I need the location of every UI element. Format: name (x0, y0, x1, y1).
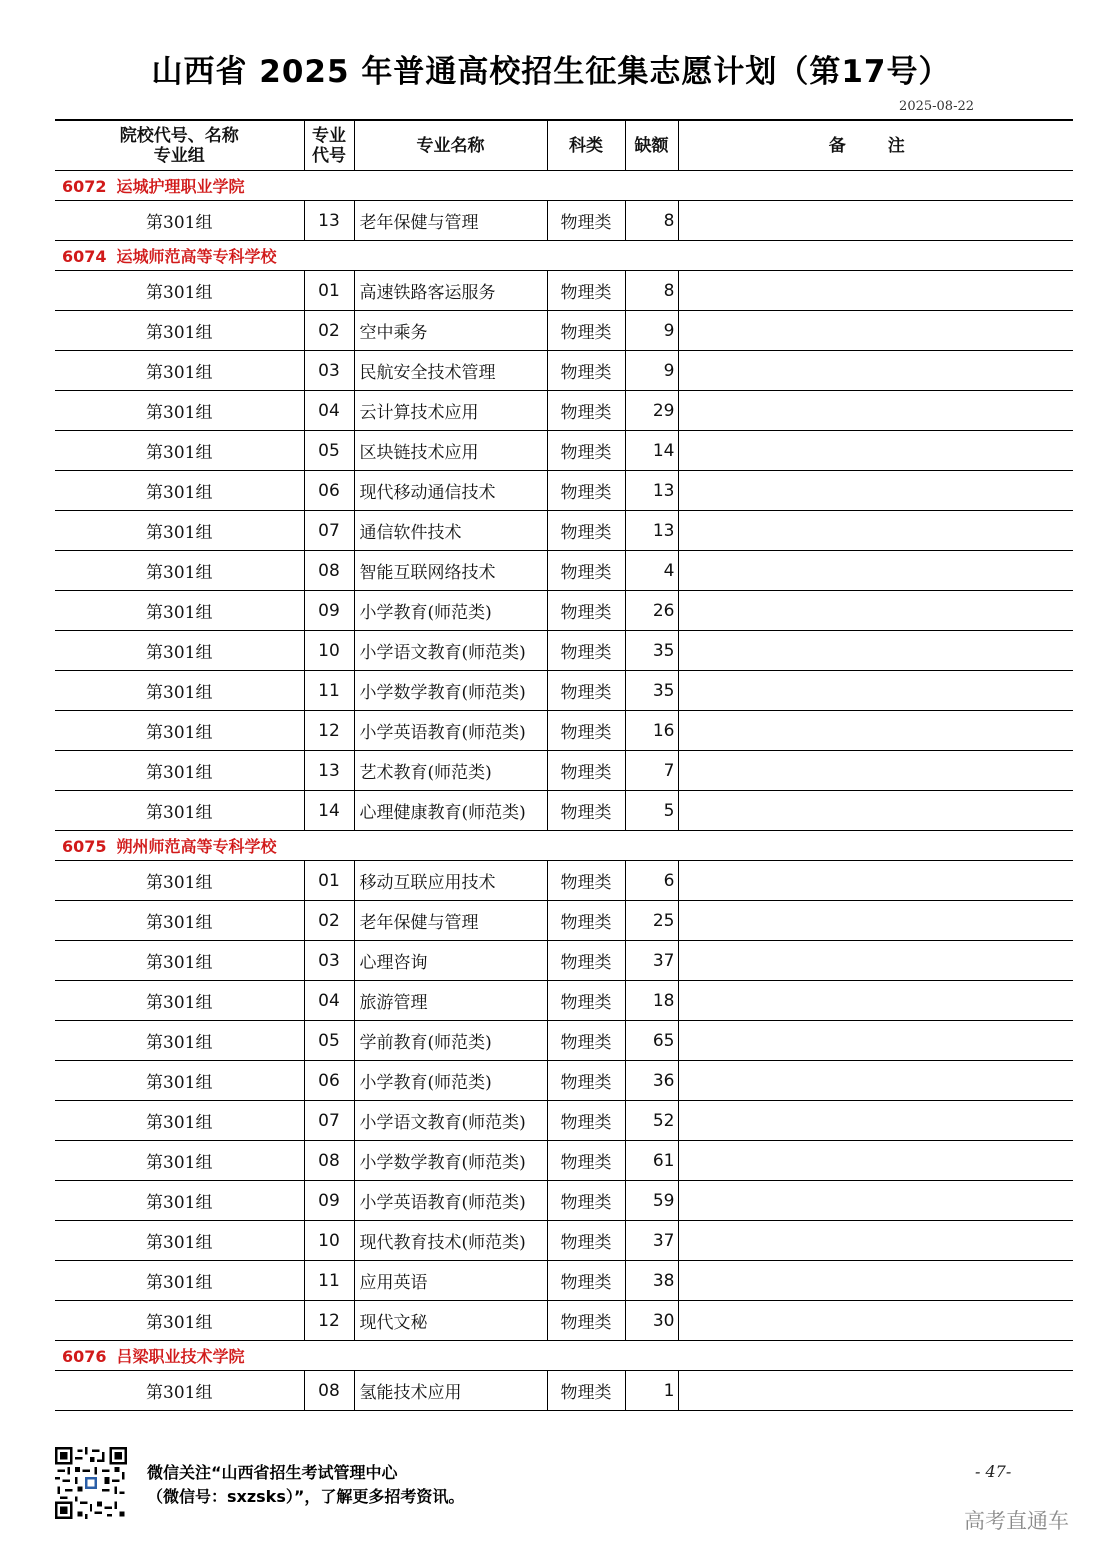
major-code-cell: 07 (304, 1101, 354, 1141)
remark-cell (678, 551, 1073, 591)
table-row (55, 1261, 1073, 1301)
remark-cell (678, 901, 1073, 941)
category-cell: 物理类 (547, 981, 625, 1021)
major-code-cell: 08 (304, 1371, 354, 1411)
remark-cell (678, 1141, 1073, 1181)
school-header-row (55, 241, 1073, 271)
remark-cell (678, 1221, 1073, 1261)
major-code-cell: 10 (304, 631, 354, 671)
remark-cell (678, 271, 1073, 311)
category-cell: 物理类 (547, 311, 625, 351)
remark-cell (678, 591, 1073, 631)
major-code-cell: 04 (304, 391, 354, 431)
header-major-name: 专业名称 (354, 120, 547, 171)
category-cell: 物理类 (547, 1021, 625, 1061)
group-cell: 第301组 (55, 671, 304, 711)
major-code-cell: 05 (304, 431, 354, 471)
major-name-cell: 老年保健与管理 (354, 901, 547, 941)
major-name-cell: 移动互联应用技术 (354, 861, 547, 901)
page-number: - 47- (975, 1462, 1012, 1481)
major-name-cell: 空中乘务 (354, 311, 547, 351)
major-code-cell: 03 (304, 941, 354, 981)
header-remark (678, 120, 1073, 171)
vacancy-cell: 16 (625, 711, 678, 751)
remark-cell (678, 1261, 1073, 1301)
category-cell: 物理类 (547, 1301, 625, 1341)
remark-cell (678, 1061, 1073, 1101)
table-row (55, 631, 1073, 671)
school-header-row (55, 1341, 1073, 1371)
group-cell: 第301组 (55, 511, 304, 551)
vacancy-cell: 8 (625, 271, 678, 311)
table-row (55, 941, 1073, 981)
category-cell: 物理类 (547, 1371, 625, 1411)
major-code-cell: 04 (304, 981, 354, 1021)
major-name-cell: 小学语文教育(师范类) (354, 631, 547, 671)
major-name-cell: 民航安全技术管理 (354, 351, 547, 391)
group-cell: 第301组 (55, 551, 304, 591)
major-name-cell: 艺术教育(师范类) (354, 751, 547, 791)
watermark: 高考直通车 (964, 1509, 1069, 1533)
vacancy-cell: 26 (625, 591, 678, 631)
group-cell: 第301组 (55, 901, 304, 941)
major-name-cell: 氢能技术应用 (354, 1371, 547, 1411)
group-cell: 第301组 (55, 271, 304, 311)
school-code: 6076 (62, 1347, 107, 1366)
major-name-cell: 小学英语教育(师范类) (354, 711, 547, 751)
major-name-cell: 应用英语 (354, 1261, 547, 1301)
major-name-cell: 高速铁路客运服务 (354, 271, 547, 311)
category-cell: 物理类 (547, 391, 625, 431)
vacancy-cell: 25 (625, 901, 678, 941)
remark-cell (678, 311, 1073, 351)
table-row (55, 1371, 1073, 1411)
remark-cell (678, 1101, 1073, 1141)
major-code-cell: 13 (304, 751, 354, 791)
major-code-cell: 02 (304, 901, 354, 941)
table-row (55, 1221, 1073, 1261)
major-code-cell: 02 (304, 311, 354, 351)
major-code-cell: 05 (304, 1021, 354, 1061)
remark-cell (678, 711, 1073, 751)
remark-cell (678, 1181, 1073, 1221)
header-remark-label: 备 注 (828, 135, 923, 156)
major-name-cell: 现代教育技术(师范类) (354, 1221, 547, 1261)
table-row (55, 861, 1073, 901)
table-row (55, 1181, 1073, 1221)
header-code-line1: 专业 (312, 125, 346, 146)
remark-cell (678, 671, 1073, 711)
table-row (55, 351, 1073, 391)
category-cell: 物理类 (547, 201, 625, 241)
group-cell: 第301组 (55, 431, 304, 471)
major-code-cell: 01 (304, 271, 354, 311)
header-major-code (304, 120, 354, 171)
header-code-line2: 代号 (312, 145, 346, 166)
group-cell: 第301组 (55, 1021, 304, 1061)
table-row (55, 1101, 1073, 1141)
category-cell: 物理类 (547, 631, 625, 671)
table-row (55, 551, 1073, 591)
table-row (55, 511, 1073, 551)
category-cell: 物理类 (547, 711, 625, 751)
major-code-cell: 12 (304, 1301, 354, 1341)
vacancy-cell: 13 (625, 511, 678, 551)
major-code-cell: 11 (304, 671, 354, 711)
category-cell: 物理类 (547, 1101, 625, 1141)
vacancy-cell: 30 (625, 1301, 678, 1341)
school-header-cell (55, 831, 1073, 861)
school-name: 运城护理职业学院 (116, 177, 245, 196)
school-header-row (55, 171, 1073, 201)
major-name-cell: 小学教育(师范类) (354, 591, 547, 631)
footer-wechat-note (147, 1461, 464, 1509)
vacancy-cell: 29 (625, 391, 678, 431)
group-cell: 第301组 (55, 631, 304, 671)
vacancy-cell: 35 (625, 671, 678, 711)
group-cell: 第301组 (55, 941, 304, 981)
category-cell: 物理类 (547, 901, 625, 941)
table-row (55, 981, 1073, 1021)
table-row (55, 791, 1073, 831)
footer-line2: （微信号：sxzsks）”，了解更多招考资讯。 (147, 1487, 465, 1506)
school-code: 6075 (62, 837, 107, 856)
enrollment-plan-table (55, 119, 1073, 1411)
remark-cell (678, 631, 1073, 671)
table-row (55, 1061, 1073, 1101)
group-cell: 第301组 (55, 751, 304, 791)
header-school-group (55, 120, 304, 171)
school-code: 6072 (62, 177, 107, 196)
vacancy-cell: 5 (625, 791, 678, 831)
major-code-cell: 09 (304, 1181, 354, 1221)
major-code-cell: 06 (304, 471, 354, 511)
school-name: 吕梁职业技术学院 (116, 1347, 245, 1366)
school-name: 运城师范高等专科学校 (116, 247, 277, 266)
school-header-cell (55, 241, 1073, 271)
major-name-cell: 区块链技术应用 (354, 431, 547, 471)
category-cell: 物理类 (547, 751, 625, 791)
group-cell: 第301组 (55, 1301, 304, 1341)
major-code-cell: 13 (304, 201, 354, 241)
category-cell: 物理类 (547, 471, 625, 511)
remark-cell (678, 1301, 1073, 1341)
major-name-cell: 心理咨询 (354, 941, 547, 981)
header-vacancy: 缺额 (625, 120, 678, 171)
remark-cell (678, 391, 1073, 431)
vacancy-cell: 13 (625, 471, 678, 511)
vacancy-cell: 35 (625, 631, 678, 671)
category-cell: 物理类 (547, 1261, 625, 1301)
major-name-cell: 智能互联网络技术 (354, 551, 547, 591)
vacancy-cell: 59 (625, 1181, 678, 1221)
vacancy-cell: 37 (625, 941, 678, 981)
table-row (55, 1021, 1073, 1061)
vacancy-cell: 7 (625, 751, 678, 791)
group-cell: 第301组 (55, 711, 304, 751)
category-cell: 物理类 (547, 1141, 625, 1181)
school-code: 6074 (62, 247, 107, 266)
group-cell: 第301组 (55, 591, 304, 631)
group-cell: 第301组 (55, 861, 304, 901)
group-cell: 第301组 (55, 201, 304, 241)
major-code-cell: 07 (304, 511, 354, 551)
table-row (55, 391, 1073, 431)
table-row (55, 471, 1073, 511)
group-cell: 第301组 (55, 1141, 304, 1181)
major-code-cell: 14 (304, 791, 354, 831)
vacancy-cell: 37 (625, 1221, 678, 1261)
vacancy-cell: 61 (625, 1141, 678, 1181)
major-code-cell: 12 (304, 711, 354, 751)
vacancy-cell: 9 (625, 351, 678, 391)
major-name-cell: 小学语文教育(师范类) (354, 1101, 547, 1141)
header-school-line1: 院校代号、名称 (119, 125, 239, 146)
major-name-cell: 学前教育(师范类) (354, 1021, 547, 1061)
major-name-cell: 小学数学教育(师范类) (354, 671, 547, 711)
vacancy-cell: 14 (625, 431, 678, 471)
major-name-cell: 老年保健与管理 (354, 201, 547, 241)
category-cell: 物理类 (547, 271, 625, 311)
vacancy-cell: 52 (625, 1101, 678, 1141)
remark-cell (678, 1371, 1073, 1411)
table-row (55, 431, 1073, 471)
table-row (55, 751, 1073, 791)
category-cell: 物理类 (547, 791, 625, 831)
vacancy-cell: 4 (625, 551, 678, 591)
school-header-cell (55, 171, 1073, 201)
major-name-cell: 现代移动通信技术 (354, 471, 547, 511)
major-code-cell: 11 (304, 1261, 354, 1301)
remark-cell (678, 791, 1073, 831)
major-name-cell: 小学英语教育(师范类) (354, 1181, 547, 1221)
vacancy-cell: 8 (625, 201, 678, 241)
remark-cell (678, 471, 1073, 511)
remark-cell (678, 981, 1073, 1021)
group-cell: 第301组 (55, 311, 304, 351)
remark-cell (678, 861, 1073, 901)
vacancy-cell: 65 (625, 1021, 678, 1061)
group-cell: 第301组 (55, 1061, 304, 1101)
major-name-cell: 通信软件技术 (354, 511, 547, 551)
group-cell: 第301组 (55, 391, 304, 431)
major-code-cell: 03 (304, 351, 354, 391)
group-cell: 第301组 (55, 471, 304, 511)
category-cell: 物理类 (547, 551, 625, 591)
category-cell: 物理类 (547, 1221, 625, 1261)
group-cell: 第301组 (55, 1221, 304, 1261)
category-cell: 物理类 (547, 511, 625, 551)
table-row (55, 711, 1073, 751)
category-cell: 物理类 (547, 591, 625, 631)
table-row (55, 311, 1073, 351)
table-body (55, 171, 1073, 1411)
major-code-cell: 08 (304, 1141, 354, 1181)
category-cell: 物理类 (547, 431, 625, 471)
major-code-cell: 08 (304, 551, 354, 591)
school-header-row (55, 831, 1073, 861)
school-header-cell (55, 1341, 1073, 1371)
major-code-cell: 01 (304, 861, 354, 901)
table-row (55, 591, 1073, 631)
table-row (55, 1141, 1073, 1181)
table-row (55, 271, 1073, 311)
footer-line1: 微信关注“山西省招生考试管理中心 (147, 1463, 398, 1482)
category-cell: 物理类 (547, 941, 625, 981)
vacancy-cell: 6 (625, 861, 678, 901)
school-name: 朔州师范高等专科学校 (116, 837, 277, 856)
category-cell: 物理类 (547, 351, 625, 391)
remark-cell (678, 751, 1073, 791)
category-cell: 物理类 (547, 1061, 625, 1101)
vacancy-cell: 38 (625, 1261, 678, 1301)
table-row (55, 1301, 1073, 1341)
vacancy-cell: 36 (625, 1061, 678, 1101)
group-cell: 第301组 (55, 1101, 304, 1141)
page-title: 山西省 2025 年普通高校招生征集志愿计划（第17号） (151, 54, 951, 90)
remark-cell (678, 511, 1073, 551)
vacancy-cell: 1 (625, 1371, 678, 1411)
remark-cell (678, 941, 1073, 981)
major-name-cell: 心理健康教育(师范类) (354, 791, 547, 831)
group-cell: 第301组 (55, 981, 304, 1021)
table-row (55, 901, 1073, 941)
major-name-cell: 旅游管理 (354, 981, 547, 1021)
publish-date: 2025-08-22 (899, 99, 974, 114)
remark-cell (678, 201, 1073, 241)
group-cell: 第301组 (55, 351, 304, 391)
vacancy-cell: 9 (625, 311, 678, 351)
group-cell: 第301组 (55, 1371, 304, 1411)
table-header-row (55, 120, 1073, 171)
remark-cell (678, 1021, 1073, 1061)
category-cell: 物理类 (547, 671, 625, 711)
category-cell: 物理类 (547, 861, 625, 901)
remark-cell (678, 351, 1073, 391)
header-school-line2: 专业组 (153, 145, 205, 166)
table-row (55, 201, 1073, 241)
vacancy-cell: 18 (625, 981, 678, 1021)
group-cell: 第301组 (55, 1261, 304, 1301)
major-code-cell: 06 (304, 1061, 354, 1101)
header-category: 科类 (547, 120, 625, 171)
qr-code-icon (55, 1447, 127, 1519)
major-name-cell: 云计算技术应用 (354, 391, 547, 431)
major-code-cell: 09 (304, 591, 354, 631)
major-name-cell: 小学教育(师范类) (354, 1061, 547, 1101)
major-name-cell: 现代文秘 (354, 1301, 547, 1341)
category-cell: 物理类 (547, 1181, 625, 1221)
group-cell: 第301组 (55, 1181, 304, 1221)
remark-cell (678, 431, 1073, 471)
major-name-cell: 小学数学教育(师范类) (354, 1141, 547, 1181)
major-code-cell: 10 (304, 1221, 354, 1261)
group-cell: 第301组 (55, 791, 304, 831)
table-row (55, 671, 1073, 711)
